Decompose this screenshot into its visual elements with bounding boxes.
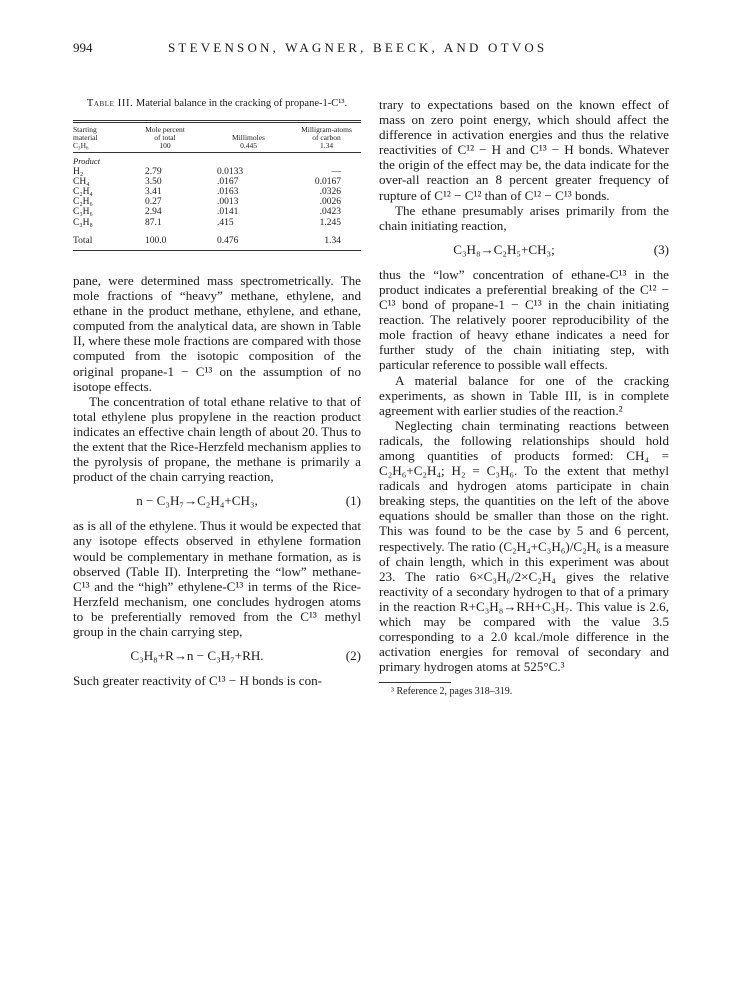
right-column	[379, 97, 669, 698]
table-cell: C₃H₈	[73, 217, 93, 228]
table-cell: —	[331, 166, 341, 177]
table-cell: C₂H₄	[73, 187, 93, 197]
header-line: 1.34	[319, 140, 334, 150]
material-balance-table	[73, 120, 361, 251]
table-caption	[73, 98, 361, 110]
header-line: Mole percent	[145, 125, 185, 134]
table-cell: 100.0	[125, 228, 205, 251]
table-cell: 0.476	[205, 228, 292, 251]
equation-1	[73, 491, 361, 511]
table-cell: 0.27	[145, 197, 162, 208]
table-cell: 2.94	[145, 207, 162, 218]
equation-expression: n − C₃H₇→C₂H₄+CH₃,	[136, 493, 258, 509]
table-cell: .0423	[319, 207, 341, 218]
paragraph: thus the “low” concentration of ethane-C¹³ in the product indicates a preferential breaking of the C¹² − C¹³ bond of propane-1 − C¹³ in the chain initiating reaction. The relatively poorer reproducibility of the mole fraction of heavy ethane indicates a need for further study of the chain initiating step, with particular reference to possible wall effects.	[379, 266, 669, 373]
header-line: material	[73, 132, 98, 142]
header-line: 100	[159, 140, 171, 150]
running-head: STEVENSON, WAGNER, BEECK, AND OTVOS	[168, 40, 548, 55]
left-column	[73, 98, 361, 688]
footnote: ³ Reference 2, pages 318–319.	[391, 686, 513, 698]
header-line: Milligram-atoms	[301, 125, 352, 134]
table-cell: 2.79	[145, 166, 162, 177]
paragraph: The ethane presumably arises primarily from the chain initiating reaction,	[379, 202, 669, 233]
equation-expression: C₃H₈+R→n − C₃H₇+RH.	[130, 648, 264, 664]
table-cell: .0163	[217, 187, 239, 197]
table-cell: C₃H₆	[73, 207, 93, 218]
table-cell: 0.0167	[314, 176, 341, 187]
table-cell: .0326	[319, 187, 341, 197]
paragraph: trary to expectations based on the known effect of mass on zero point energy, which should affect the difference in activation energies and thus the relative reactivities of C¹² − H and C¹³ − H bonds. Whatever the origin of the effect may be, the data indicate for the over-all reaction an 8 percent greater frequency of rupture of C¹² − C¹² than of C¹² − C¹³ bonds.	[379, 97, 669, 203]
table-row	[73, 197, 361, 207]
page-number: 994	[73, 40, 93, 55]
header-line: Millimoles	[232, 132, 265, 142]
table-row	[73, 207, 361, 217]
table-cell: 3.41	[145, 187, 162, 197]
footnote-rule	[379, 682, 451, 683]
table-cell: 3.50	[145, 176, 162, 187]
equation-number: (3)	[653, 241, 669, 257]
header-line: of total	[154, 132, 176, 142]
table-cell: .415	[217, 217, 234, 228]
header-line: of carbon	[312, 132, 341, 142]
equation-number: (2)	[345, 648, 361, 664]
table-cell: CH₄	[73, 176, 90, 187]
table-section-label: Product	[73, 156, 101, 167]
paragraph: A material balance for one of the cracking experiments, as shown in Table III, is in complete agreement with earlier studies of the reaction.²	[379, 372, 669, 418]
table-row	[73, 218, 361, 228]
table-header-milligram-atoms	[292, 122, 361, 153]
table-total-row	[73, 228, 361, 251]
table-row	[73, 167, 361, 177]
table-cell: 0.0133	[217, 166, 244, 177]
paragraph: pane, were determined mass spectrometrically. The mole fractions of “heavy” methane, ethylene, and ethane in the product methane, ethylene, and ethane, computed from the analytical data, are shown in Table II, where these mole fractions are compared with those computed from the isotopic composition of the original propane-1 − C¹³ on the assumption of no isotope effects.	[73, 273, 361, 394]
table-label: Table III.	[86, 98, 134, 109]
table-cell: C₂H₆	[73, 197, 93, 208]
table-header-mole-percent	[125, 122, 205, 153]
table-cell: 1.245	[319, 217, 341, 228]
table-header-millimoles	[205, 122, 292, 153]
header-line: C₃H₈	[73, 140, 89, 150]
page-header	[73, 40, 673, 60]
paragraph: as is all of the ethylene. Thus it would be expected that any isotope effects observed in ethylene formation would be complementary in methane formation, as is observed (Table II). Interpreting the “low” methane-C¹³ and the “high” ethylene-C¹³ in terms of the Rice-Herzfeld mechanism, one concludes hydrogen atoms to be preferentially removed from the C¹³ methyl group in the chain carrying step,	[73, 518, 361, 639]
table-cell: .0141	[217, 207, 239, 218]
table-cell: 87.1	[145, 217, 162, 228]
paragraph: Such greater reactivity of C¹³ − H bonds is con-	[73, 673, 323, 689]
equation-number: (1)	[345, 493, 361, 509]
table-cell: .0013	[217, 197, 239, 208]
table-cell: 1.34	[292, 228, 361, 251]
table-row	[73, 177, 361, 187]
table-cell: H₂	[73, 166, 84, 177]
table-header-starting-material	[73, 122, 125, 153]
table-cell: Total	[73, 228, 125, 251]
paragraph: The concentration of total ethane relative to that of total ethylene plus propylene in the reaction product indicates an effective chain length of about 20. Thus to the extent that the Rice-Herzfeld mechanism applies to the pyrolysis of propane, the methane is primarily a product of the chain carrying reaction,	[73, 393, 361, 485]
paragraph: Neglecting chain terminating reactions between radicals, the following relationships should hold among quantities of products formed: CH₄ = C₂H₆+C₂H₄; H₂ = C₃H₆. To the extent that methyl radicals and hydrogen atoms participate in chain breaking steps, the quantities on the left of the above equations should be smaller than those on the right. This was found to be the case by 5 and 6 percent, respectively. The ratio (C₂H₄+C₃H₆)/C₂H₆ is a measure of chain length, which in this experiment was about 23. The ratio 6×C₃H₆/2×C₂H₄ gives the relative reactivity of a secondary hydrogen to that of a primary in the reaction R+C₃H₈→RH+C₃H₇. This value is 2.6, which may be compared with the value 3.5 corresponding to a 2.0 kcal./mole difference in the activation energies for removal of secondary and primary hydrogen atoms at 525°C.³	[379, 417, 669, 675]
equation-3	[379, 240, 669, 260]
header-line: Starting	[73, 125, 97, 134]
table-cell: .0026	[319, 197, 341, 208]
equation-2	[73, 646, 361, 666]
equation-expression: C₃H₈→C₂H₅+CH₃;	[453, 241, 555, 257]
table-title: Material balance in the cracking of propane-1-C¹³.	[135, 98, 348, 109]
table-cell: .0167	[217, 176, 239, 187]
table-row	[73, 187, 361, 197]
header-line: 0.445	[240, 140, 257, 150]
